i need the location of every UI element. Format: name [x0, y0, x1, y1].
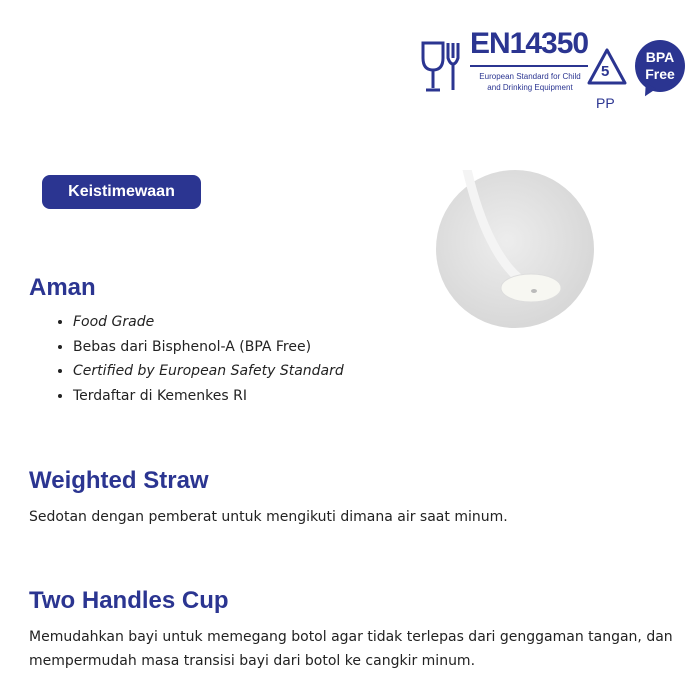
standard-desc-2: and Drinking Equipment — [487, 83, 573, 92]
standard-description — [470, 71, 590, 93]
section-title-weighted-straw: Weighted Straw — [29, 467, 209, 494]
recycle-number: 5 — [601, 63, 610, 80]
section-title-two-handles-cup: Two Handles Cup — [29, 587, 229, 614]
standard-code: EN14350 — [470, 27, 589, 60]
features-badge: Keistimewaan — [42, 175, 201, 209]
standard-desc-1: European Standard for Child — [479, 72, 581, 81]
bpa-line1: BPA — [645, 49, 675, 65]
certification-logos — [420, 25, 690, 120]
bpa-line2: Free — [645, 66, 675, 82]
weighted-straw-description: Sedotan dengan pemberat untuk mengikuti dimana air saat minum. — [29, 509, 508, 525]
two-handles-description: Memudahkan bayi untuk memegang botol agar tidak terlepas dari genggaman tangan, dan mempermudah masa transisi bayi dari botol ke cangkir minum. — [29, 629, 673, 669]
list-item: • Food Grade — [73, 310, 344, 335]
list-item: • Terdaftar di Kemenkes RI — [73, 384, 344, 409]
straw-product-image — [436, 170, 594, 328]
list-item: • Certified by European Safety Standard — [73, 359, 344, 384]
food-safe-icon — [420, 40, 462, 95]
straw-illustration — [436, 170, 594, 328]
bpa-free-icon — [635, 40, 685, 92]
list-item: • Bebas dari Bisphenol-A (BPA Free) — [73, 335, 344, 360]
safety-list — [55, 310, 344, 408]
section-title-aman: Aman — [29, 274, 96, 301]
divider — [470, 65, 588, 67]
recycle-material: PP — [596, 95, 615, 111]
